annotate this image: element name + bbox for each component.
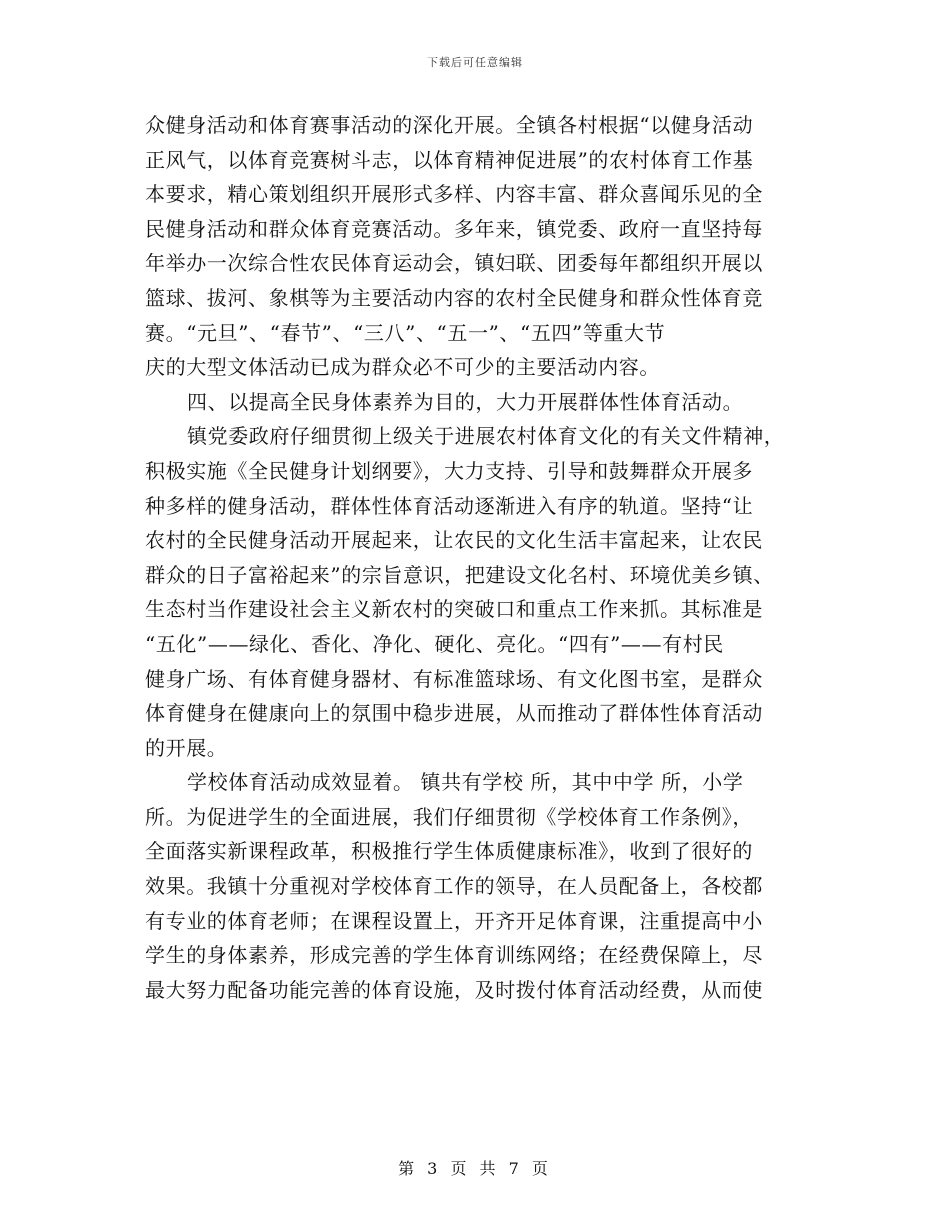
body-line: 民健身活动和群众体育竞赛活动。多年来，镇党委、政府一直坚持每 — [145, 216, 763, 241]
body-line: 群众的日子富裕起来”的宗旨意识，把建设文化名村、环境优美乡镇、 — [145, 562, 774, 587]
page-header: 下载后可任意编辑 — [427, 56, 523, 69]
body-line: 正风气，以体育竞赛树斗志，以体育精神促进展”的农村体育工作基 — [145, 147, 754, 172]
body-line: 所。为促进学生的全面进展，我们仔细贯彻《学校体育工作条例》， — [145, 804, 753, 829]
body-line: 庆的大型文体活动已成为群众必不可少的主要活动内容。 — [145, 355, 660, 380]
body-line: 效果。我镇十分重视对学校体育工作的领导，在人员配备上，各校都 — [145, 874, 763, 899]
body-line: 众健身活动和体育赛事活动的深化开展。全镇各村根据“以健身活动 — [145, 113, 754, 137]
body-line: 全面落实新课程政革，积极推行学生体质健康标准》，收到了很好的 — [145, 839, 753, 864]
body-line: 的开展。 — [145, 735, 228, 760]
body-line: 积极实施《全民健身计划纲要》，大力支持、引导和鼓舞群众开展多 — [145, 458, 753, 483]
page-number: 第 3 页 共 7 页 — [398, 1159, 552, 1178]
body-line: “五化”——绿化、香化、净化、硬化、亮化。“四有”——有村民 — [145, 631, 724, 656]
body-line: 生态村当作建设社会主义新农村的突破口和重点工作来抓。其标准是 — [145, 597, 763, 622]
body-line: 本要求，精心策划组织开展形式多样、内容丰富、群众喜闻乐见的全 — [145, 182, 763, 207]
section-heading: 四、以提高全民身体素养为目的，大力开展群体性体育活动。 — [187, 389, 744, 414]
body-line: 学生的身体素养，形成完善的学生体育训练网络；在经费保障上，尽 — [145, 943, 763, 968]
body-line: 种多样的健身活动，群体性体育活动逐渐进入有序的轨道。坚持“让 — [145, 493, 754, 518]
body-line: 镇党委政府仔细贯彻上级关于进展农村体育文化的有关文件精神， — [187, 424, 785, 449]
body-line: 赛。“元旦”、“春节”、“三八”、“五一”、“五四”等重大节 — [145, 320, 666, 345]
body-line: 年举办一次综合性农民体育运动会，镇妇联、团委每年都组织开展以 — [145, 251, 763, 276]
body-line: 最大努力配备功能完善的体育设施，及时拨付体育活动经费，从而使 — [145, 977, 763, 1002]
body-line: 有专业的体育老师；在课程设置上，开齐开足体育课，注重提高中小 — [145, 908, 763, 933]
body-line: 学校体育活动成效显着。 镇共有学校 所，其中中学 所，小学 — [187, 770, 744, 795]
body-line: 篮球、拔河、象棋等为主要活动内容的农村全民健身和群众性体育竞 — [145, 285, 763, 310]
body-line: 农村的全民健身活动开展起来，让农民的文化生活丰富起来，让农民 — [145, 528, 763, 553]
document-body — [145, 108, 805, 1007]
body-line: 健身广场、有体育健身器材、有标准篮球场、有文化图书室，是群众 — [145, 666, 763, 691]
body-line: 体育健身在健康向上的氛围中稳步进展，从而推动了群体性体育活动 — [145, 701, 763, 726]
